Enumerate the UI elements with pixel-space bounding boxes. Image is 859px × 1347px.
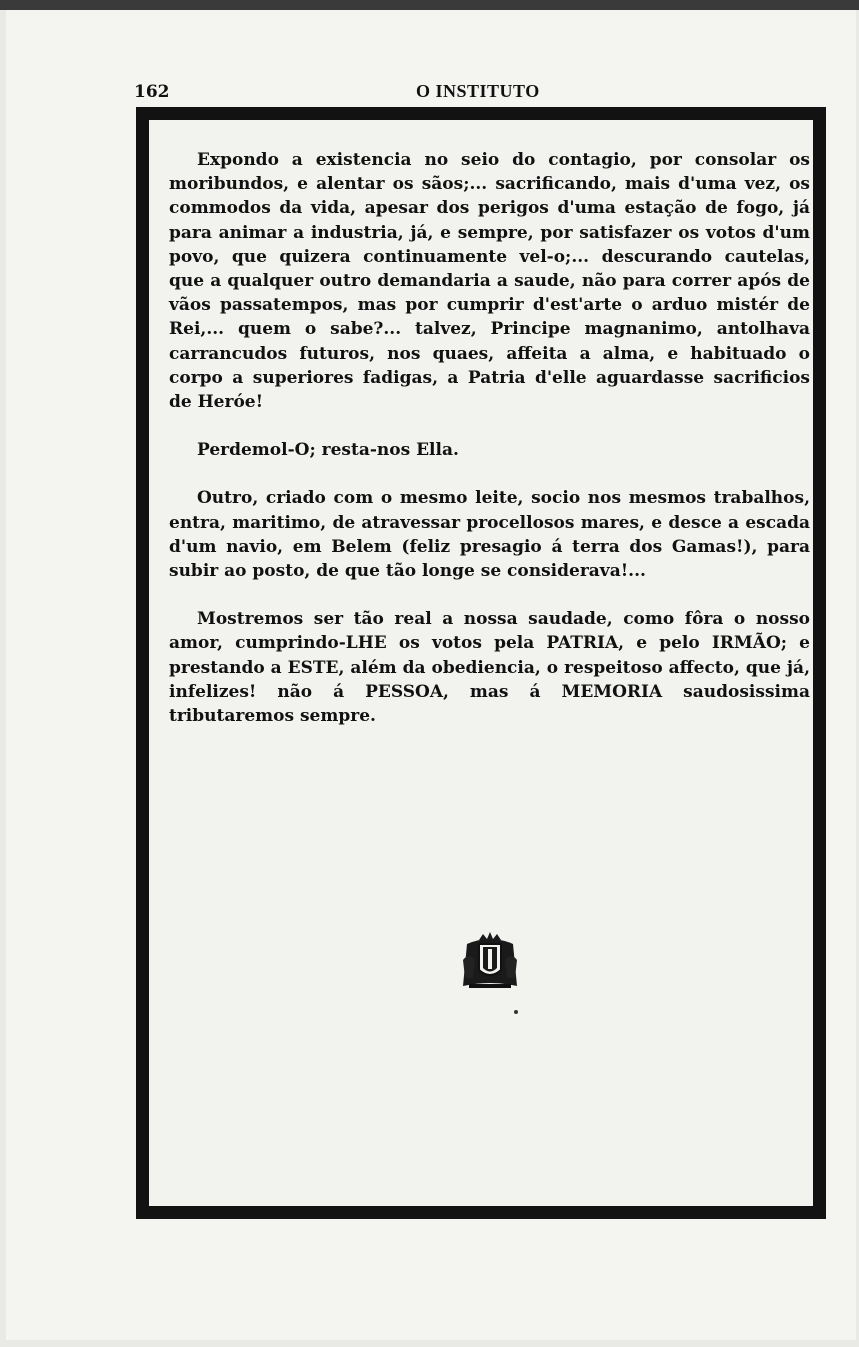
page-number: 162 [134,82,170,102]
scan-edge [0,0,859,10]
ink-speck [514,1010,518,1014]
article-text [169,148,810,752]
royal-arms-emblem-icon [459,930,521,992]
mourning-border-frame [136,107,826,1219]
paragraph-4: Mostremos ser tão real a nossa saudade, como fôra o nosso amor, cumprindo-LHE os votos pela PATRIA, e pelo IRMÃO; e prestando a ESTE, além da obediencia, o respeitoso affecto, que já, infelizes! não á PESSOA, mas á MEMORIA saudosissima tributaremos sempre. [169,609,810,727]
paragraph-2: Perdemol-O; resta-nos Ella. [197,440,459,461]
paragraph-1: Expondo a existencia no seio do contagio, por consolar os moribundos, e alentar os sãos;... sacrificando, mais d'uma vez, os commodos da vida, apesar dos perigos d'uma estação de fogo, já para animar a industria, já, e sempre, por satisfazer os votos d'um povo, que quizera continuamente vel-o;... descurando cautelas, que a qualquer outro demandaria a saude, não para correr após de vãos passatempos, mas por cumprir d'est'arte o arduo mistér de Rei,... quem o sabe?... talvez, Principe magnanimo, antolhava carrancudos futuros, nos quaes, affeita a alma, e habituado o corpo a superiores fadigas, a Patria d'elle aguardasse sacrificios de Heróe! [169,150,810,413]
paragraph-3: Outro, criado com o mesmo leite, socio nos mesmos trabalhos, entra, maritimo, de atravessar procellosos mares, e desce a escada d'um navio, em Belem (feliz presagio á terra dos Gamas!), para subir ao posto, de que tão longe se considerava!... [169,488,810,582]
document-page [6,10,856,1340]
journal-title: O INSTITUTO [416,81,540,101]
